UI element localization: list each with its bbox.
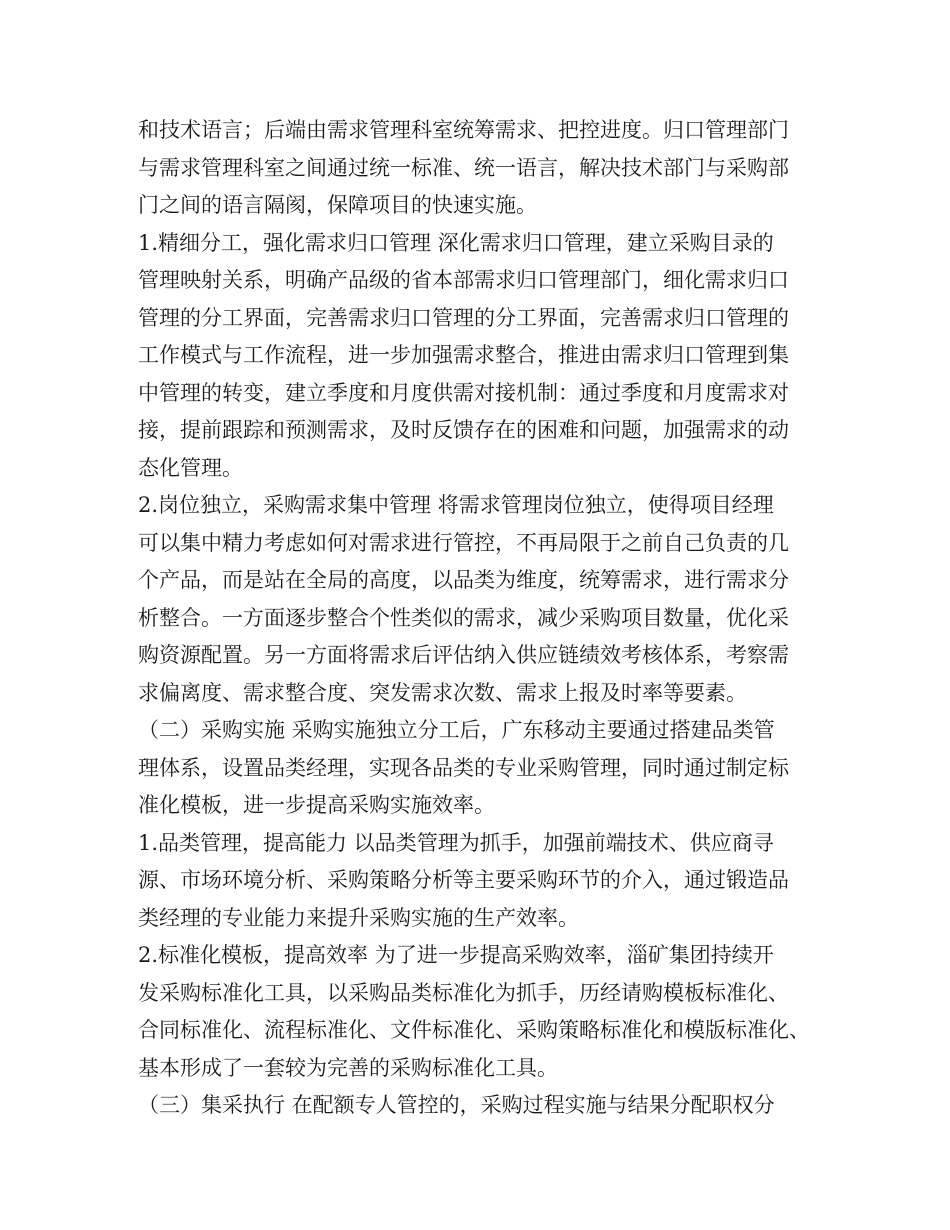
text-line: 可以集中精力考虑如何对需求进行管控，不再局限于之前自己负责的几 — [138, 530, 789, 555]
text-line: 1.精细分工，强化需求归口管理 深化需求归口管理，建立采购目录的 — [138, 230, 774, 255]
text-line: 类经理的专业能力来提升采购实施的生产效率。 — [138, 905, 579, 930]
text-line: （三）集采执行 在配额专人管控的，采购过程实施与结果分配职权分 — [138, 1093, 775, 1117]
text-line: 工作模式与工作流程，进一步加强需求整合，推进由需求归口管理到集 — [138, 343, 789, 367]
text-line: 2.岗位独立，采购需求集中管理 将需求管理岗位独立，使得项目经理 — [138, 493, 774, 517]
text-line: 析整合。一方面逐步整合个性类似的需求，减少采购项目数量，优化采 — [138, 605, 789, 630]
text-line: 源、市场环境分析、采购策略分析等主要采购环节的介入，通过锻造品 — [138, 868, 789, 892]
text-line: 1.品类管理，提高能力 以品类管理为抓手，加强前端技术、供应商寻 — [138, 830, 774, 855]
text-line: 购资源配置。另一方面将需求后评估纳入供应链绩效考核体系，考察需 — [138, 643, 789, 667]
text-line: 门之间的语言隔阂，保障项目的快速实施。 — [138, 193, 537, 217]
text-line: 与需求管理科室之间通过统一标准、统一语言，解决技术部门与采购部 — [138, 155, 789, 180]
text-line: 准化模板，进一步提高采购实施效率。 — [138, 793, 495, 817]
text-line: 2.标准化模板，提高效率 为了进一步提高采购效率，淄矿集团持续开 — [138, 943, 774, 967]
text-line: 态化管理。 — [138, 455, 243, 480]
text-line: 求偏离度、需求整合度、突发需求次数、需求上报及时率等要素。 — [138, 680, 747, 705]
text-line: 中管理的转变，建立季度和月度供需对接机制：通过季度和月度需求对 — [138, 380, 789, 405]
text-line: 发采购标准化工具，以采购品类标准化为抓手，历经请购模板标准化、 — [138, 980, 789, 1005]
text-line: 接，提前跟踪和预测需求，及时反馈存在的困难和问题，加强需求的动 — [138, 418, 789, 442]
text-line: 管理映射关系，明确产品级的省本部需求归口管理部门，细化需求归口 — [138, 268, 789, 292]
text-line: 合同标准化、流程标准化、文件标准化、采购策略标准化和模版标准化、 — [138, 1018, 810, 1042]
text-line: （二）采购实施 采购实施独立分工后，广东移动主要通过搭建品类管 — [138, 718, 775, 742]
text-line: 理体系，设置品类经理，实现各品类的专业采购管理，同时通过制定标 — [138, 755, 789, 780]
text-line: 基本形成了一套较为完善的采购标准化工具。 — [138, 1055, 558, 1080]
text-line: 和技术语言；后端由需求管理科室统筹需求、把控进度。归口管理部门 — [138, 118, 789, 142]
text-line: 个产品，而是站在全局的高度，以品类为维度，统筹需求，进行需求分 — [138, 568, 789, 592]
body-text — [138, 112, 828, 1125]
text-line: 管理的分工界面，完善需求归口管理的分工界面，完善需求归口管理的 — [138, 305, 789, 330]
